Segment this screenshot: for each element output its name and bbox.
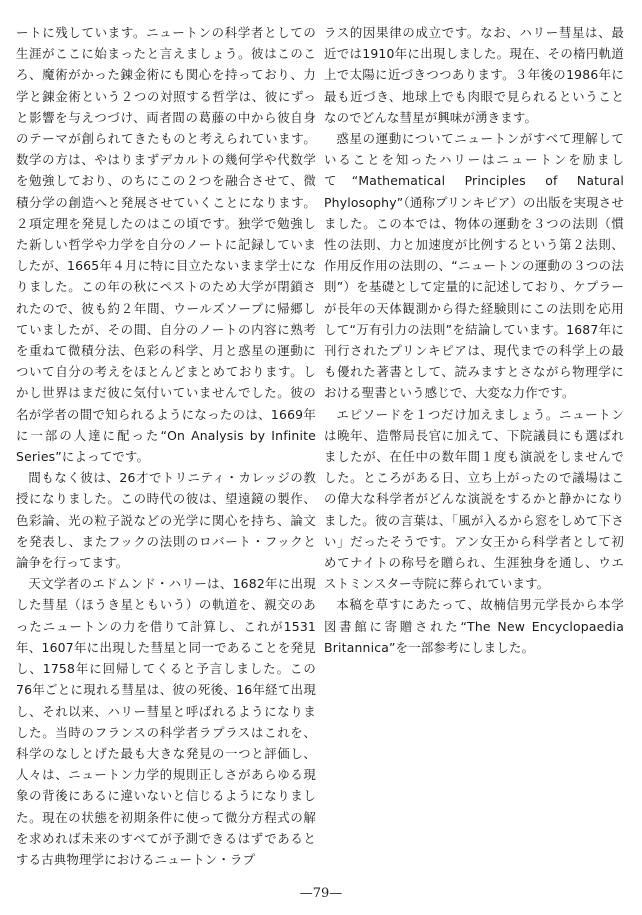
paragraph: 惑星の運動についてニュートンがすべて理解していることを知ったハリーはニュートンを励まして“Mathematical Principles of Natural Phylosophy”（通称プリンキピア）の出版を実現させました。この本では、物体の運動を３つの法則（慣性の法則、力と加速度が比例するという第２法則、作用反作用の法則の、“ニュートンの運動の３つの法則”）を基礎として定量的に記述しており、ケプラーが長年の天体観測から得た経験則にこの法則を応用して“万有引力の法則”を結論しています。1687年に刊行されたプリンキピアは、現代までの科学上の最も優れた著書として、読みますとさながら物理学における聖書という感じで、大変な力作です。 [324, 131, 624, 401]
paragraph: ラス的因果律の成立です。なお、ハリー彗星は、最近では1910年に出現しました。現在、その楕円軌道上で太陽に近づきつつあります。３年後の1986年に最も近づき、地球上でも肉眼で見られるということなのでどんな彗星が興味が湧きます。 [324, 25, 624, 125]
paragraph: ートに残しています。ニュートンの科学者としての生涯がここに始まったと言えましょう。彼はこのころ、魔術がかった錬金術にも関心を持っており、力学と錬金術という２つの対照する哲学は、彼にずっと影響を与えつづけ、両者間の葛藤の中から彼自身のテーマが創られてきたものと考えられています。数学の方は、やはりまずデカルトの幾何学や代数学を勉強しており、のちにこの２つを融合させて、微積分学の創造へと発展させていくことになります。２項定理を発見したのはこの頃です。独学で勉強した新しい哲学や力学を自分のノートに記録していましたが、1665年４月に特に目立たないまま学士になりました。この年の秋にペストのため大学が閉鎖されたので、彼も約２年間、ウールズソープに帰郷していましたが、その間、自分のノートの内容に熟考を重ねて微積分法、色彩の科学、月と惑星の運動について自分の考えをほとんどまとめております。しかし世界はまだ彼に気付いていませんでした。彼の名が学者の間で知られるようになったのは、1669年に一部の人達に配った“On Analysis by Infinite Series”によってです。 [16, 25, 316, 465]
page-number: —79— [299, 886, 343, 901]
paragraph: 間もなく彼は、26才でトリニティ・カレッジの教授になりました。この時代の彼は、望遠鏡の製作、色彩論、光の粒子説などの光学に関心を持ち、論文を発表し、またフックの法則のロバート・フックと論争を行ってます。 [16, 470, 316, 571]
paragraph: 天文学者のエドムンド・ハリーは、1682年に出現した彗星（ほうき星ともいう）の軌道を、親交のあったニュートンの力を借りて計算し、これが1531年、1607年に出現した彗星と同一であることを発見し、1758年に回帰してくると予言しました。この76年ごとに現れる彗星は、彼の死後、16年経て出現し、それ以来、ハリー彗星と呼ばれるようになりました。当時のフランスの科学者ラプラスはこれを、科学のなしとげた最も大きな発見の一つと評価し、人々は、ニュートン力学的規則正しさがあらゆる現象の背後にあるに違いないと信じるようになりました。現在の状態を初期条件に使って微分方程式の解を求めれば未来のすべてが予測できるはずであるとする古典物理学におけるニュートン・ラプ [16, 576, 316, 867]
paragraph: エピソードを１つだけ加えましょう。ニュートンは晩年、造幣局長官に加えて、下院議員にも選ばれましたが、在任中の数年間１度も演説をしませんでした。ところがある日、立ち上がったので議場はこの偉大な科学者がどんな演説をするかと静かになりました。彼の言葉は、「風が入るから窓をしめて下さい」だったそうです。アン女王から科学者として初めてナイトの称号を贈られ、生涯独身を通し、ウエストミンスター寺院に葬られています。 [324, 406, 624, 592]
paragraph: 本稿を草すにあたって、故楠信男元学長から本学図書館に寄贈された“The New Encyclopaedia Britannica”を一部参考にしました。 [324, 597, 624, 655]
right-column [324, 22, 624, 658]
left-column [16, 22, 316, 870]
